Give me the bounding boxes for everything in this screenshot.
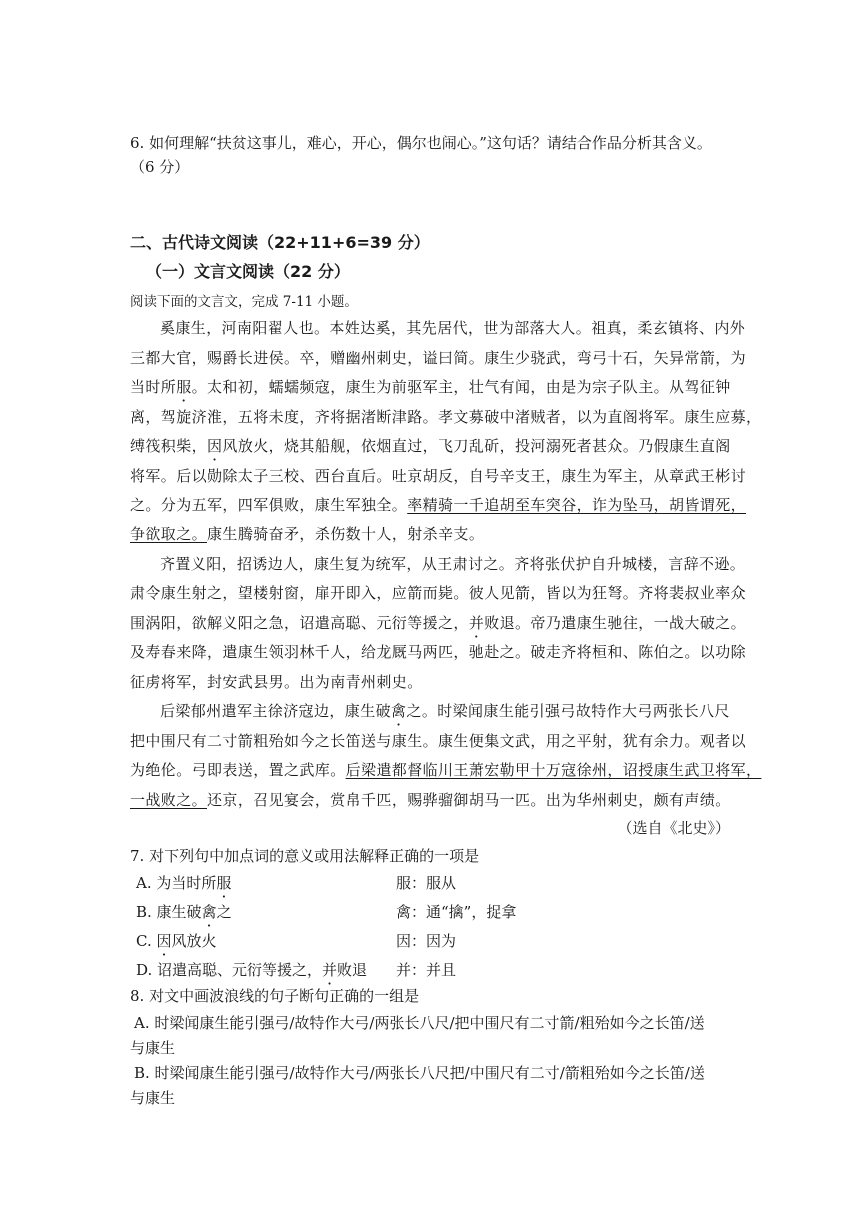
underlined-sentence: 争欲取之。 xyxy=(130,525,208,543)
dotted-word: 禽 xyxy=(391,702,407,720)
dotted-word: 服 xyxy=(176,378,192,396)
passage-line: 把中围尺有二寸箭粗殆如今之长笛送与康生。康生便集文武，用之平射，犹有余力。观者以 xyxy=(130,732,747,750)
passage-line xyxy=(130,790,730,810)
option-text: C. xyxy=(136,932,157,950)
passage-text: 当时所 xyxy=(130,378,177,396)
underlined-sentence: 后梁遣都督临川王萧宏勒甲十万寇徐州，诏授康生武卫将军， xyxy=(345,761,762,779)
question-8-stem: 8. 对文中画波浪线的句子断句正确的一组是 xyxy=(130,987,420,1005)
passage-line: 奚康生，河南阳翟人也。本姓达奚，其先居代，世为部落大人。祖真，柔玄镇将、内外 xyxy=(160,319,746,337)
passage-line: 肃令康生射之，望楼射窗，扉开即入，应箭而毙。彼人见箭，皆以为狂弩。齐将裴叔业率众 xyxy=(130,584,747,602)
question-6-line1: 6. 如何理解“扶贫这事儿，难心，开心，偶尔也闹心。”这句话？请结合作品分析其含义。 xyxy=(130,134,712,152)
q7-option-c xyxy=(136,931,217,951)
underlined-sentence: 一战败之。 xyxy=(130,791,208,809)
passage-line xyxy=(130,760,762,780)
dotted-word: 因 xyxy=(207,437,223,455)
passage-text: 败退。帝乃遣康生驰往，一战大破之。 xyxy=(484,614,747,632)
q7-option-b xyxy=(136,902,232,922)
reading-instruction: 阅读下面的文言文，完成 7-11 小题。 xyxy=(130,294,358,310)
passage-text: 还京，召见宴会，赏帛千匹，赐骅骝御胡马一匹。出为华州刺史，颇有声绩。 xyxy=(207,791,731,809)
passage-line xyxy=(160,701,730,721)
option-text: B. 康生破 xyxy=(136,903,202,921)
passage-text: 之。分为五军，四军俱败，康生军独全。 xyxy=(130,496,408,514)
dotted-word: 并 xyxy=(468,614,485,632)
passage-source: （选自《北史》） xyxy=(617,819,730,837)
passage-text: 。太和初，蠕蠕频寇，康生为前驱军主，壮气有闻，由是为宗子队主。从驾征钟 xyxy=(191,378,731,396)
passage-line: 三都大官，赐爵长进侯。卒，赠幽州刺史，谥曰简。康生少骁武，弯弓十石，矢异常箭，为 xyxy=(130,349,747,367)
q8-option-a-line1: A. 时梁闻康生能引强弓/故特作大弓/两张长八尺/把中围尺有二寸箭/粗殆如今之长笛/送 xyxy=(134,1014,705,1032)
passage-text: 缚筏积柴， xyxy=(130,437,208,455)
question-6-points: （6 分） xyxy=(130,158,190,176)
passage-line xyxy=(130,377,730,397)
question-7-stem: 7. 对下列句中加点词的意义或用法解释正确的一项是 xyxy=(130,847,480,865)
q7-option-b-explanation: 禽：通“擒”，捉拿 xyxy=(396,903,517,921)
passage-text: 康生腾骑奋矛，杀伤数十人，射杀辛支。 xyxy=(207,525,485,543)
option-text: 之 xyxy=(216,903,232,921)
option-text: 败退 xyxy=(337,961,368,979)
passage-line xyxy=(130,436,730,456)
option-text: A. 为当时所 xyxy=(136,874,217,892)
dotted-word: 因 xyxy=(156,932,172,950)
passage-line xyxy=(130,613,747,633)
dotted-word: 服 xyxy=(216,874,232,892)
passage-line xyxy=(130,495,747,515)
passage-line: 将军。后以勋除太子三校、西台直后。吐京胡反，自号辛支王，康生为军主，从章武王彬讨 xyxy=(130,467,747,485)
option-text: 风放火 xyxy=(171,932,217,950)
section-title: 二、古代诗文阅读（22+11+6=39 分） xyxy=(130,233,430,252)
dotted-word: 并 xyxy=(322,961,338,979)
passage-line: 齐置义阳，招诱边人，康生复为统军，从王肃讨之。齐将张伏护自升城楼，言辞不逊。 xyxy=(160,555,746,573)
passage-line xyxy=(130,524,730,544)
passage-text: 风放火，烧其船舰，依烟直过，飞刀乱斫，投河溺死者甚众。乃假康生直阁 xyxy=(222,437,731,455)
passage-line: 征虏将军，封安武县男。出为南青州刺史。 xyxy=(130,673,423,691)
q8-option-b-line2: 与康生 xyxy=(130,1089,176,1107)
passage-text: 围涡阳，欲解义阳之急，诏遣高聪、元衍等援之， xyxy=(130,614,469,632)
passage-line: 离，驾旋济淮，五将未度，齐将据渚断津路。孝文募破中渚贼者，以为直阁将军。康生应募， xyxy=(130,408,762,426)
q7-option-a-explanation: 服：服从 xyxy=(396,874,457,892)
underlined-sentence: 率精骑一千追胡至车突谷，诈为坠马，胡皆谓死， xyxy=(407,496,747,514)
section-subtitle: （一）文言文阅读（22 分） xyxy=(146,262,350,281)
q8-option-a-line2: 与康生 xyxy=(130,1039,176,1057)
passage-text: 为绝伦。弓即表送，置之武库。 xyxy=(130,761,346,779)
q7-option-d xyxy=(136,960,367,980)
passage-text: 之。时梁闻康生能引强弓故特作大弓两张长八尺 xyxy=(406,702,730,720)
q7-option-c-explanation: 因：因为 xyxy=(396,932,457,950)
dotted-word: 禽 xyxy=(201,903,217,921)
q8-option-b-line1: B. 时梁闻康生能引强弓/故特作大弓/两张长八尺把/中围尺有二寸/箭粗殆如今之长笛/送 xyxy=(134,1064,705,1082)
passage-line: 及寿春来降，遣康生领羽林千人，给龙厩马两匹，驰赴之。破走齐将桓和、陈伯之。以功除 xyxy=(130,643,747,661)
q7-option-d-explanation: 并：并且 xyxy=(396,961,457,979)
q7-option-a xyxy=(136,873,231,893)
option-text: D. 诏遣高聪、元衍等援之， xyxy=(136,961,323,979)
passage-text: 后梁郁州遣军主徐济寇边，康生破 xyxy=(160,702,392,720)
